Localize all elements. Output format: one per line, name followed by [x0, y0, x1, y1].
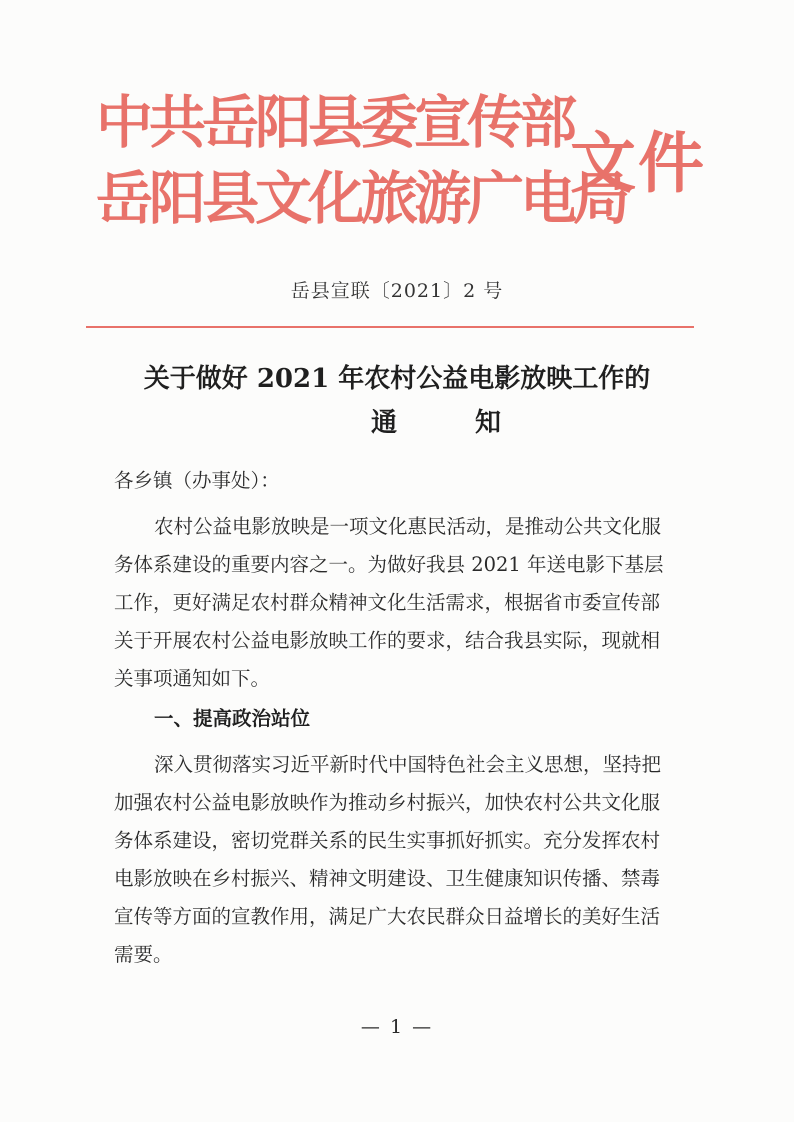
document-header: [96, 88, 706, 248]
paragraph-section-1: 深入贯彻落实习近平新时代中国特色社会主义思想，坚持把加强农村公益电影放映作为推动乡村振兴，加快农村公共文化服务体系建设，密切党群关系的民生实事抓好抓实。充分发挥农村电影放映在乡村振兴、精神文明建设、卫生健康知识传播、禁毒宣传等方面的宣教作用，满足广大农民群众日益增长的美好生活需要。: [114, 753, 662, 966]
document-number: 岳县宣联〔2021〕2 号: [290, 280, 504, 302]
header-divider: [86, 326, 694, 328]
section-heading-1: 一、提高政治站位: [154, 707, 311, 730]
document-title-line-1: 关于做好 2021 年农村公益电影放映工作的: [143, 364, 651, 394]
paragraph-intro: 农村公益电影放映是一项文化惠民活动，是推动公共文化服务体系建设的重要内容之一。为做好我县 2021 年送电影下基层工作，更好满足农村群众精神文化生活需求，根据省市委宣传部关于开展农村公益电影放映工作的要求，结合我县实际，现就相关事项通知如下。: [114, 515, 664, 690]
issuer-line-1: 中共岳阳县委宣传部: [96, 90, 573, 156]
document-type-label: 文件: [570, 125, 706, 202]
salutation: 各乡镇（办事处）：: [114, 469, 280, 492]
document-title-line-2: 通知: [370, 408, 579, 438]
page-number: — 1 —: [360, 1016, 434, 1038]
issuer-line-2: 岳阳县文化旅游广电局: [96, 166, 626, 232]
